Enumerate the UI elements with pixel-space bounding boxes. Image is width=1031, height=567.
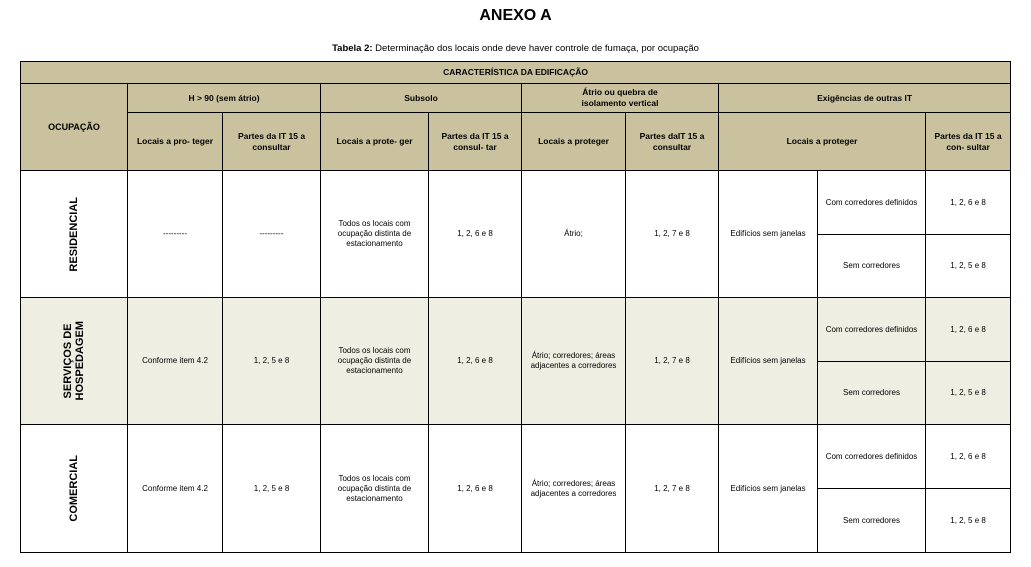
table-row [21, 298, 1011, 362]
occupation-label-line2: HOSPEDAGEM [74, 321, 86, 401]
atrio-partes-cell: 1, 2, 7 e 8 [626, 298, 719, 425]
atrio-locais-header: Locais a proteger [522, 113, 626, 171]
h90-partes-cell: 1, 2, 5 e 8 [223, 298, 321, 425]
subsolo-group-header: Subsolo [321, 84, 522, 113]
atrio-locais-cell: Átrio; [522, 171, 626, 298]
exig-with-corridors-cell: Com corredores definidos [818, 171, 926, 235]
exig-building-cell: Edifícios sem janelas [719, 171, 818, 298]
h90-group-header: H > 90 (sem átrio) [128, 84, 321, 113]
exig-without-partes-cell: 1, 2, 5 e 8 [926, 489, 1011, 553]
subsolo-locais-cell: Todos os locais com ocupação distinta de estacionamento [321, 425, 429, 553]
occupation-cell [21, 298, 128, 425]
caption-label: Tabela 2: [332, 43, 373, 54]
caption-text: Determinação dos locais onde deve haver controle de fumaça, por ocupação [372, 43, 699, 54]
atrio-locais-cell: Átrio; corredores; áreas adjacentes a corredores [522, 425, 626, 553]
h90-locais-cell: Conforme item 4.2 [128, 298, 223, 425]
exig-group-header: Exigências de outras IT [719, 84, 1011, 113]
atrio-header-line2: isolamento vertical [581, 98, 659, 108]
exig-with-partes-cell: 1, 2, 6 e 8 [926, 425, 1011, 489]
occupation-label: COMERCIAL [68, 455, 80, 522]
subsolo-partes-cell: 1, 2, 6 e 8 [429, 171, 522, 298]
h90-partes-cell: --------- [223, 171, 321, 298]
atrio-partes-cell: 1, 2, 7 e 8 [626, 171, 719, 298]
characteristic-header: CARACTERÍSTICA DA EDIFICAÇÃO [21, 62, 1011, 84]
h90-locais-header: Locais a pro- teger [128, 113, 223, 171]
atrio-partes-cell: 1, 2, 7 e 8 [626, 425, 719, 553]
occupation-cell [21, 425, 128, 553]
exig-with-partes-cell: 1, 2, 6 e 8 [926, 298, 1011, 362]
subsolo-partes-cell: 1, 2, 6 e 8 [429, 425, 522, 553]
occupation-label-line1: SERVIÇOS DE [62, 323, 74, 399]
exig-with-corridors-cell: Com corredores definidos [818, 298, 926, 362]
h90-partes-cell: 1, 2, 5 e 8 [223, 425, 321, 553]
smoke-control-table [20, 61, 1011, 553]
h90-locais-cell: Conforme item 4.2 [128, 425, 223, 553]
exig-with-partes-cell: 1, 2, 6 e 8 [926, 171, 1011, 235]
occupation-label: RESIDENCIAL [68, 196, 80, 272]
table-row [21, 425, 1011, 489]
atrio-group-header [522, 84, 719, 113]
subsolo-partes-cell: 1, 2, 6 e 8 [429, 298, 522, 425]
exig-partes-header: Partes da IT 15 a con- sultar [926, 113, 1011, 171]
h90-partes-header: Partes da IT 15 a consultar [223, 113, 321, 171]
h90-locais-cell: --------- [128, 171, 223, 298]
occupation-label [62, 321, 86, 400]
subsolo-locais-cell: Todos os locais com ocupação distinta de estacionamento [321, 171, 429, 298]
exig-building-cell: Edifícios sem janelas [719, 298, 818, 425]
exig-without-partes-cell: 1, 2, 5 e 8 [926, 235, 1011, 298]
table-row [21, 171, 1011, 235]
subsolo-locais-header: Locais a prote- ger [321, 113, 429, 171]
exig-without-corridors-cell: Sem corredores [818, 362, 926, 425]
table-caption [0, 43, 1031, 54]
exig-building-cell: Edifícios sem janelas [719, 425, 818, 553]
exig-without-corridors-cell: Sem corredores [818, 235, 926, 298]
occupation-cell [21, 171, 128, 298]
subsolo-partes-header: Partes da IT 15 a consul- tar [429, 113, 522, 171]
occupation-header: OCUPAÇÃO [21, 84, 128, 171]
atrio-partes-header: Partes daIT 15 a consultar [626, 113, 719, 171]
subsolo-locais-cell: Todos os locais com ocupação distinta de estacionamento [321, 298, 429, 425]
annex-title: ANEXO A [479, 7, 552, 24]
atrio-locais-cell: Átrio; corredores; áreas adjacentes a corredores [522, 298, 626, 425]
exig-with-corridors-cell: Com corredores definidos [818, 425, 926, 489]
exig-without-corridors-cell: Sem corredores [818, 489, 926, 553]
atrio-header-line1: Átrio ou quebra de [582, 87, 658, 97]
exig-locais-header: Locais a proteger [719, 113, 926, 171]
exig-without-partes-cell: 1, 2, 5 e 8 [926, 362, 1011, 425]
